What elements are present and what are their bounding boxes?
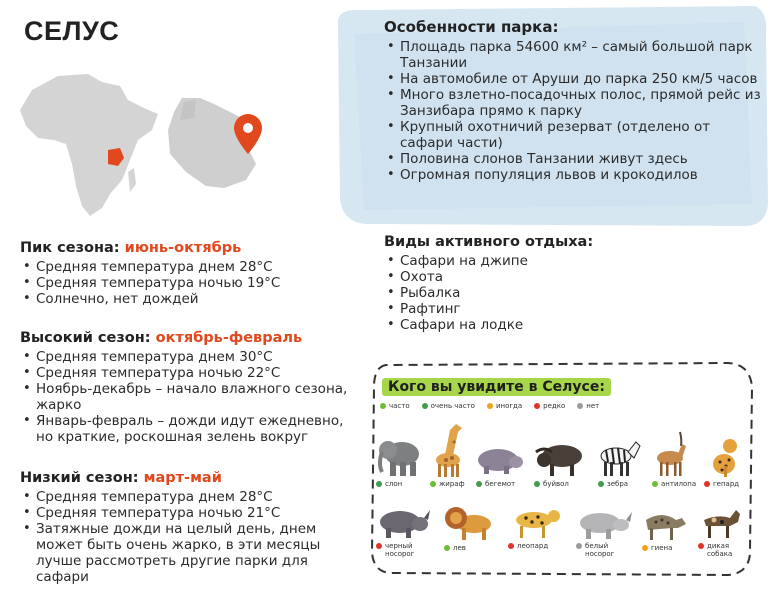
status-dot <box>598 481 604 487</box>
animal-leopard: леопард <box>508 504 564 550</box>
peak-season-heading: Пик сезона: июнь-октябрь <box>20 240 242 256</box>
list-item: • Ноябрь-декабрь – начало влажного сезона, жарко <box>20 381 350 413</box>
page-title: СЕЛУС <box>24 16 120 46</box>
features-heading: Особенности парка: <box>384 18 559 36</box>
animal-lion: лев <box>444 504 498 552</box>
status-dot <box>430 481 436 487</box>
peak-season-list <box>20 259 360 307</box>
leopard-icon <box>508 504 562 540</box>
animal-hyena: гиена <box>642 506 692 552</box>
high-season-months: октябрь-февраль <box>155 330 303 346</box>
status-dot <box>698 543 704 549</box>
high-season <box>20 330 350 445</box>
animal-giraffe: жираф <box>430 422 476 488</box>
list-item: • Охота <box>384 269 744 285</box>
white-rhino-icon <box>576 508 632 540</box>
low-season-heading: Низкий сезон: март-май <box>20 470 222 486</box>
status-dot <box>444 545 450 551</box>
animals-legend <box>380 402 599 410</box>
animal-wild-dog: дикая собака <box>698 504 748 558</box>
animal-antelope: антилопа <box>652 430 702 488</box>
list-item: • Половина слонов Танзании живут здесь <box>384 151 764 167</box>
low-season <box>20 470 330 585</box>
black-rhino-icon <box>376 506 430 540</box>
legend-item: часто <box>380 402 410 410</box>
animal-black-rhino: черный носорог <box>376 506 430 558</box>
status-dot <box>534 481 540 487</box>
animal-hippo: бегемот <box>476 446 526 488</box>
list-item: • Сафари на джипе <box>384 253 744 269</box>
list-item: • Средняя температура ночью 22°C <box>20 365 350 381</box>
activities-heading: Виды активного отдыха: <box>384 234 594 250</box>
hyena-icon <box>642 506 688 542</box>
legend-dot <box>577 403 583 409</box>
antelope-icon <box>652 430 692 478</box>
animal-elephant: слон <box>376 434 426 488</box>
animal-white-rhino: белый носорог <box>576 508 636 558</box>
status-dot <box>642 545 648 551</box>
status-dot <box>704 481 710 487</box>
africa-map-icon <box>20 74 158 216</box>
features-list <box>384 39 764 183</box>
list-item: • Январь-февраль – дожди идут ежедневно, но краткие, роскошная зелень вокруг <box>20 413 350 445</box>
lion-icon <box>444 504 496 542</box>
wild-dog-icon <box>698 504 742 540</box>
legend-item: редко <box>534 402 565 410</box>
list-item: • Крупный охотничий резерват (отделено от сафари части) <box>384 119 764 151</box>
animal-buffalo: буйвол <box>534 438 588 488</box>
list-item: • Средняя температура днем 28°C <box>20 259 360 275</box>
peak-season-months: июнь-октябрь <box>124 240 242 256</box>
activities-list <box>384 253 744 333</box>
peak-season <box>20 240 360 307</box>
status-dot <box>652 481 658 487</box>
list-item: • Рафтинг <box>384 301 744 317</box>
animals-heading: Кого вы увидите в Селусе: <box>382 378 611 396</box>
status-dot <box>376 543 382 549</box>
list-item: • Сафари на лодке <box>384 317 744 333</box>
location-maps <box>10 68 270 228</box>
status-dot <box>376 481 382 487</box>
list-item: • Площадь парка 54600 км² – самый большой парк Танзании <box>384 39 764 71</box>
zebra-icon <box>598 438 642 478</box>
list-item: • Средняя температура ночью 19°C <box>20 275 360 291</box>
animal-cheetah: гепард <box>704 436 752 488</box>
list-item: • Средняя температура ночью 21°C <box>20 505 330 521</box>
cheetah-icon <box>704 436 742 478</box>
list-item: • На автомобиле от Аруши до парка 250 км/5 часов <box>384 71 764 87</box>
legend-item: нет <box>577 402 599 410</box>
list-item: • Огромная популяция львов и крокодилов <box>384 167 764 183</box>
high-season-list <box>20 349 350 445</box>
status-dot <box>476 481 482 487</box>
high-season-heading: Высокий сезон: октябрь-февраль <box>20 330 303 346</box>
list-item: • Много взлетно-посадочных полос, прямой рейс из Занзибара прямо к парку <box>384 87 764 119</box>
list-item: • Солнечно, нет дождей <box>20 291 360 307</box>
elephant-icon <box>376 434 424 478</box>
buffalo-icon <box>534 438 588 478</box>
activities <box>384 234 744 333</box>
status-dot <box>576 543 582 549</box>
giraffe-icon <box>430 422 470 478</box>
list-item: • Средняя температура днем 30°C <box>20 349 350 365</box>
low-season-list <box>20 489 330 585</box>
legend-item: очень часто <box>422 402 475 410</box>
list-item: • Затяжные дожди на целый день, днем может быть очень жарко, в эти месяцы лучше рассмотреть другие парки для сафари <box>20 521 330 585</box>
park-features <box>384 18 764 183</box>
low-season-months: март-май <box>143 470 222 486</box>
animal-zebra: зебра <box>598 438 648 488</box>
legend-dot <box>380 403 386 409</box>
status-dot <box>508 543 514 549</box>
legend-dot <box>487 403 493 409</box>
legend-item: иногда <box>487 402 522 410</box>
list-item: • Рыбалка <box>384 285 744 301</box>
list-item: • Средняя температура днем 28°C <box>20 489 330 505</box>
hippo-icon <box>476 446 524 478</box>
legend-dot <box>422 403 428 409</box>
legend-dot <box>534 403 540 409</box>
